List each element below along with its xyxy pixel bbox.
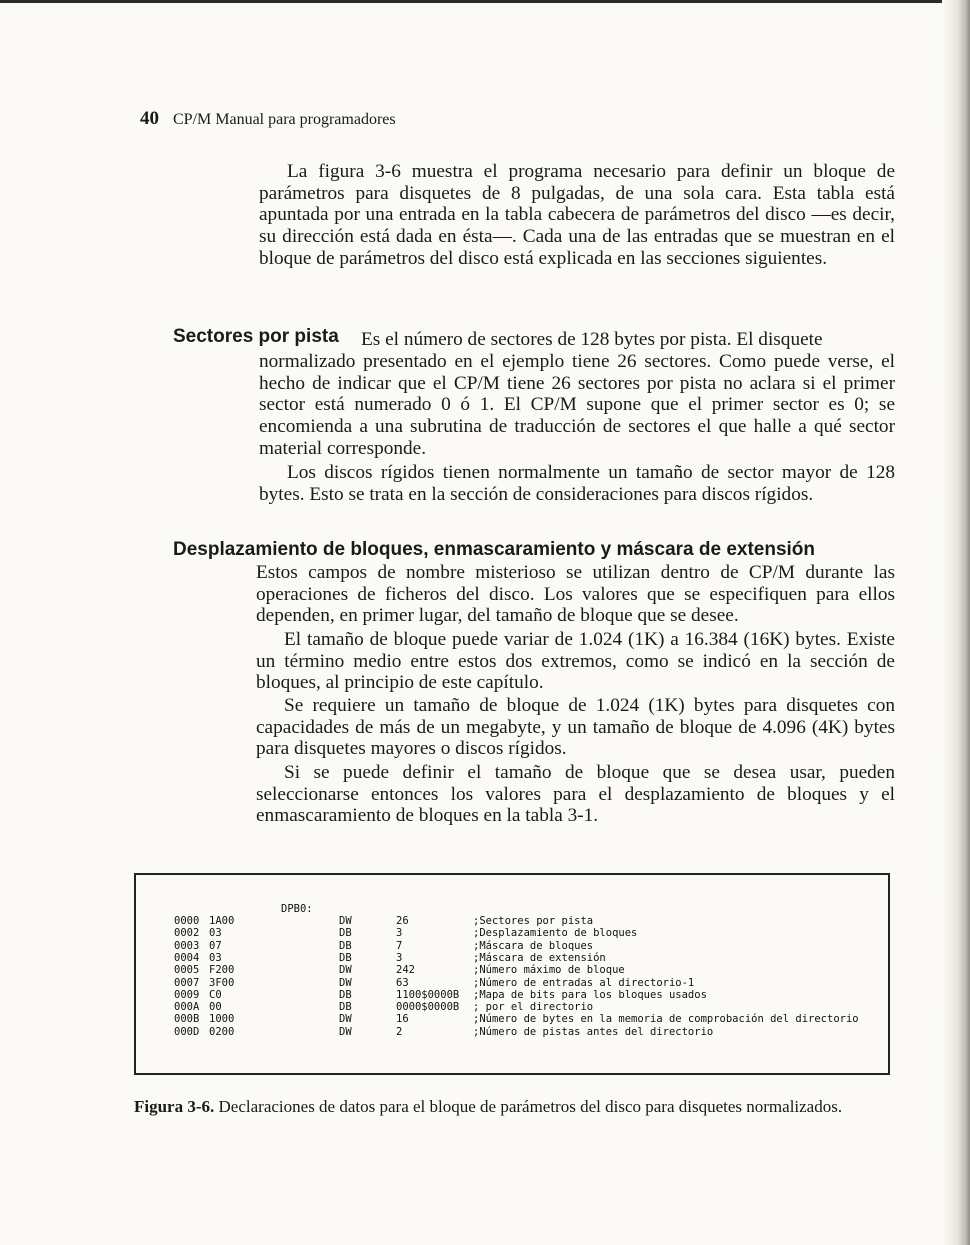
listing-addr-cell: 0002 bbox=[174, 927, 200, 940]
section-heading-sectores: Sectores por pista bbox=[173, 326, 339, 347]
section2-paragraph-4 bbox=[256, 762, 895, 827]
listing-addr-cell: 0005 bbox=[174, 964, 200, 977]
listing-addr-cell: 0007 bbox=[174, 976, 200, 989]
listing-addr-cell: 000B bbox=[174, 1013, 200, 1026]
listing-op-cell: DW bbox=[339, 1013, 352, 1026]
caption-label: Figura 3-6. bbox=[134, 1097, 215, 1116]
listing-val-cell: 2 bbox=[396, 1025, 403, 1038]
listing-comment-cell: ;Sectores por pista bbox=[473, 915, 594, 927]
listing-bytes-cell: 1000 bbox=[209, 1013, 235, 1026]
listing-comment-cell: ;Máscara de extensión bbox=[473, 951, 606, 964]
section2-paragraph-2 bbox=[256, 629, 895, 694]
listing-comment-cell: ;Mapa de bits para los bloques usados bbox=[473, 988, 707, 1001]
listing-bytes-cell: 00 bbox=[209, 1001, 222, 1014]
listing-bytes-cell: 07 bbox=[209, 939, 222, 952]
section2-paragraph-3 bbox=[256, 695, 895, 760]
page-edge-shadow bbox=[942, 0, 970, 1245]
listing-bytes-cell: C0 bbox=[209, 988, 222, 1001]
listing-op-cell: DW bbox=[339, 976, 352, 989]
listing-val-cell: 63 bbox=[396, 976, 409, 989]
caption-text: Declaraciones de datos para el bloque de parámetros del disco para disquetes normalizados. bbox=[218, 1097, 843, 1116]
listing-comment-cell: ;Número máximo de bloque bbox=[473, 964, 625, 977]
listing-bytes-cell: F200 bbox=[209, 964, 235, 977]
section-heading-desplazamiento: Desplazamiento de bloques, enmascaramiento y máscara de extensión bbox=[173, 539, 816, 560]
listing-op-cell: DB bbox=[339, 1001, 352, 1014]
section2-p2-text: El tamaño de bloque puede variar de 1.024 (1K) a 16.384 (16K) bytes. Existe un término medio entre estos dos extremos, como se indicó en la sección de bloques, al principio de este capítulo. bbox=[256, 629, 895, 694]
listing-val-cell: 3 bbox=[396, 951, 403, 964]
intro-text: La figura 3-6 muestra el programa necesario para definir un bloque de parámetros para disquetes de 8 pulgadas, de una sola cara. Esta tabla está apuntada por una entrada en la tabla cabecera de parámetros del disco —es decir, su dirección está dada en ésta—. Cada una de las entradas que se muestran en el bloque de parámetros del disco está explicada en las secciones siguientes. bbox=[259, 161, 895, 269]
section1-paragraph: normalizado presentado en el ejemplo tiene 26 sectores. Como puede verse, el hecho de indicar que el CP/M tiene 26 sectores por pista no aclara si el primer sector está numerado 0 ó 1. El CP/M supone que el primer sector es 0; se encomienda a una subrutina de traducción de sectores el que halle a qué sector material corresponde. bbox=[259, 351, 895, 459]
listing-bytes-cell: 03 bbox=[209, 927, 222, 940]
listing-val-cell: 3 bbox=[396, 927, 403, 940]
section2-p4-text: Si se puede definir el tamaño de bloque que se desea usar, pueden seleccionarse entonces los valores para el desplazamiento de bloques y el enmascaramiento de bloques en la tabla 3-1. bbox=[256, 762, 895, 827]
listing-val-cell: 242 bbox=[396, 964, 415, 977]
listing-bytes-cell: 1A00 bbox=[209, 915, 235, 927]
listing-op-cell: DB bbox=[339, 927, 352, 940]
listing-op-cell: DW bbox=[339, 964, 352, 977]
listing-comment-cell: ;Máscara de bloques bbox=[473, 939, 594, 952]
listing-bytes-cell: 3F00 bbox=[209, 976, 235, 989]
running-title: CP/M Manual para programadores bbox=[173, 111, 396, 128]
listing-comment-cell: ;Número de pistas antes del directorio bbox=[473, 1025, 714, 1038]
listing-op-cell: DB bbox=[339, 951, 352, 964]
listing-addr-cell: 0000 bbox=[174, 915, 200, 927]
listing-bytes-cell: 0200 bbox=[209, 1025, 235, 1038]
listing-op-cell: DB bbox=[339, 988, 352, 1001]
listing-val-cell: 0000$0000B bbox=[396, 1001, 460, 1014]
listing-addr-cell: 000A bbox=[174, 1001, 200, 1014]
listing-bytes-cell: 03 bbox=[209, 951, 222, 964]
section2-p3-text: Se requiere un tamaño de bloque de 1.024 (1K) bytes para disquetes con capacidades de más de un megabyte, y un tamaño de bloque de 4.096 (4K) bytes para disquetes mayores o discos rígidos. bbox=[256, 695, 895, 760]
listing-addr-cell: 0004 bbox=[174, 951, 200, 964]
figure-caption bbox=[134, 1097, 890, 1117]
listing-addr-cell: 0003 bbox=[174, 939, 200, 952]
listing-comment-cell: ; por el directorio bbox=[473, 1001, 594, 1014]
listing-label: DPB0: bbox=[281, 903, 313, 915]
listing-addr-cell: 0009 bbox=[174, 988, 200, 1001]
listing-op-cell: DW bbox=[339, 1025, 352, 1038]
section2-paragraph-1: Estos campos de nombre misterioso se utilizan dentro de CP/M durante las operaciones de ficheros del disco. Los valores que se especifiquen para ellos dependen, en primer lugar, del tamaño de bloque que se desee. bbox=[256, 562, 895, 627]
listing-op-cell: DW bbox=[339, 915, 352, 927]
listing-val-cell: 16 bbox=[396, 1013, 409, 1026]
top-rule bbox=[0, 0, 970, 3]
page-header bbox=[140, 108, 396, 130]
listing-comment-cell: ;Número de entradas al directorio-1 bbox=[473, 976, 695, 989]
listing-val-cell: 7 bbox=[396, 939, 403, 952]
section1-p2-text: Los discos rígidos tienen normalmente un tamaño de sector mayor de 128 bytes. Esto se trata en la sección de consideraciones para discos rígidos. bbox=[259, 462, 895, 505]
section1-paragraph-2 bbox=[259, 462, 895, 505]
listing-val-cell: 26 bbox=[396, 915, 409, 927]
listing-op-cell: DB bbox=[339, 939, 352, 952]
listing-comment-cell: ;Desplazamiento de bloques bbox=[473, 927, 638, 940]
intro-paragraph bbox=[259, 161, 895, 270]
page-number: 40 bbox=[140, 108, 159, 129]
section1-first-line: Es el número de sectores de 128 bytes por pista. El disquete bbox=[361, 329, 823, 350]
listing-addr-cell: 000D bbox=[174, 1025, 200, 1038]
listing-val-cell: 1100$0000B bbox=[396, 988, 460, 1001]
listing-comment-cell: ;Número de bytes en la memoria de comprobación del directorio bbox=[473, 1013, 859, 1026]
